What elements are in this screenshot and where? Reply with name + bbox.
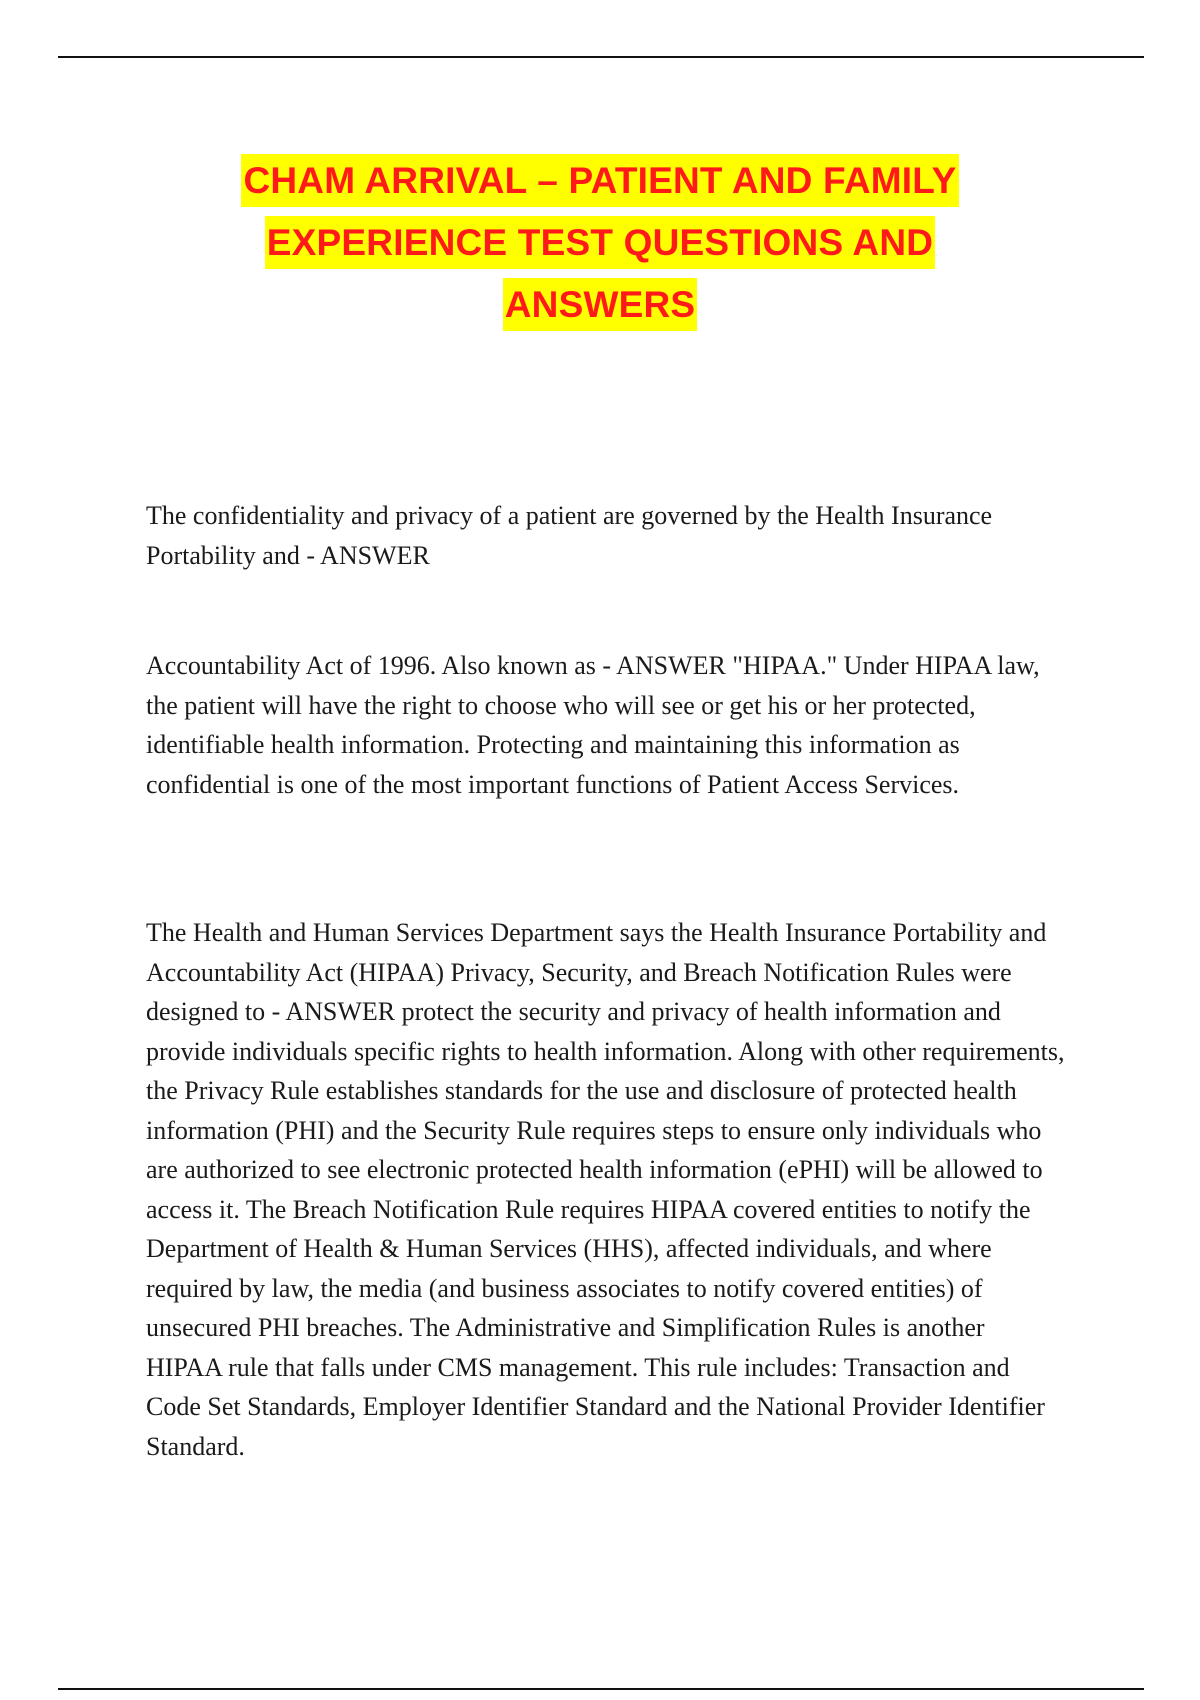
- title-line-3: ANSWERS: [503, 278, 698, 331]
- answer-paragraph-2: Accountability Act of 1996. Also known as - ANSWER "HIPAA." Under HIPAA law, the patient will have the right to choose who will see or get his or her protected, identifiable health information. Protecting and maintaining this information as confidential is one of the most important functions of Patient Access Services.: [146, 651, 1040, 799]
- title-line-1: CHAM ARRIVAL – PATIENT AND FAMILY: [241, 154, 958, 207]
- answer-paragraph-3: The Health and Human Services Department says the Health Insurance Portability and Accountability Act (HIPAA) Privacy, Security, and Breach Notification Rules were designed to - ANSWER protect the security and privacy of health information and provide individuals specific rights to health information. Along with other requirements, the Privacy Rule establishes standards for the use and disclosure of protected health information (PHI) and the Security Rule requires steps to ensure only individuals who are authorized to see electronic protected health information (ePHI) will be allowed to access it. The Breach Notification Rule requires HIPAA covered entities to notify the Department of Health & Human Services (HHS), affected individuals, and where required by law, the media (and business associates to notify covered entities) of unsecured PHI breaches. The Administrative and Simplification Rules is another HIPAA rule that falls under CMS management. This rule includes: Transaction and Code Set Standards, Employer Identifier Standard and the National Provider Identifier Standard.: [146, 918, 1065, 1461]
- bottom-rule: [58, 1688, 1144, 1690]
- top-rule: [58, 56, 1144, 58]
- document-title: [100, 150, 1100, 336]
- question-paragraph-1: The confidentiality and privacy of a patient are governed by the Health Insurance Portability and - ANSWER: [146, 501, 993, 570]
- title-line-2: EXPERIENCE TEST QUESTIONS AND: [265, 216, 935, 269]
